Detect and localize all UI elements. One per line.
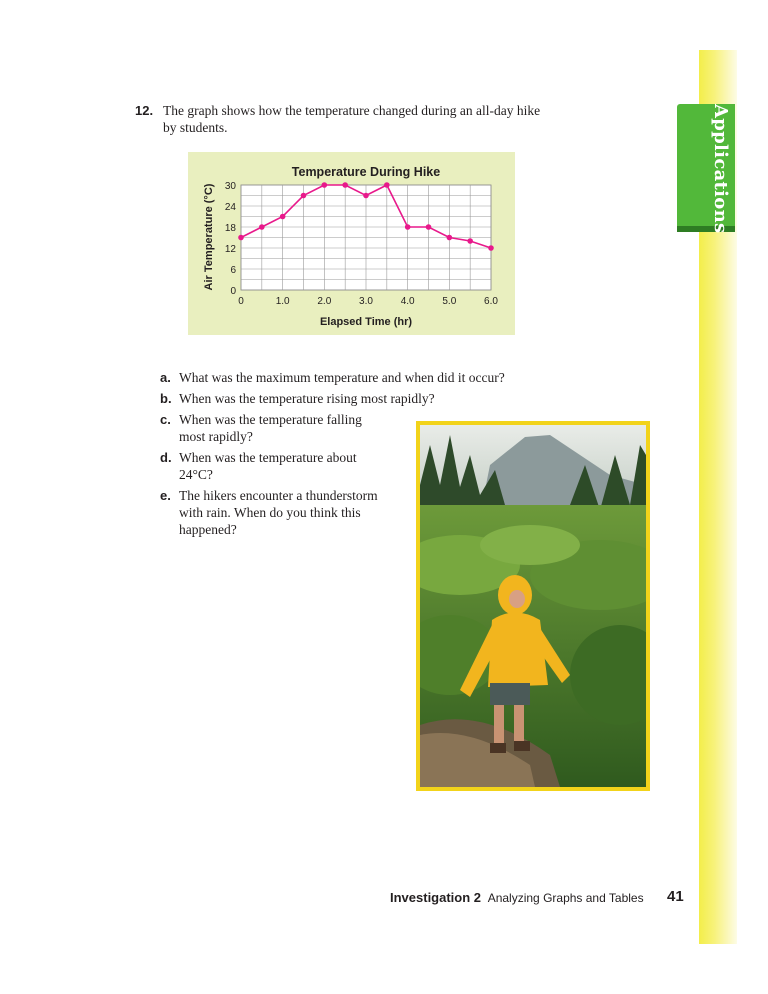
footer-title	[390, 890, 644, 905]
question-text-line: What was the maximum temperature and when did it occur?	[179, 370, 505, 385]
y-tick-label: 18	[224, 223, 236, 234]
x-tick-label: 6.0	[484, 296, 498, 307]
question-letter: b.	[160, 391, 172, 406]
problem-12	[135, 102, 575, 136]
question-d	[160, 449, 400, 483]
question-text-line: When was the temperature falling	[179, 412, 362, 427]
y-tick-label: 24	[224, 202, 236, 213]
section-tab-label: Applications	[710, 104, 731, 234]
question-e	[160, 487, 400, 538]
x-tick-label: 1.0	[275, 296, 290, 307]
question-b	[160, 390, 560, 407]
question-text-line: happened?	[179, 522, 237, 537]
x-tick-label: 3.0	[359, 296, 373, 307]
data-point	[384, 182, 390, 188]
data-point	[259, 224, 265, 230]
y-tick-label: 6	[230, 265, 236, 276]
data-point	[342, 182, 348, 188]
question-text-line: When was the temperature about	[179, 450, 357, 465]
question-letter: a.	[160, 370, 171, 385]
y-tick-label: 30	[224, 181, 236, 192]
data-point	[405, 224, 411, 230]
problem-number: 12.	[135, 103, 154, 118]
hiker-in-raincoat-photo	[416, 421, 650, 791]
question-text-line: When was the temperature rising most rapidly?	[179, 391, 435, 406]
data-point	[238, 235, 244, 241]
x-tick-label: 5.0	[442, 296, 457, 307]
question-a	[160, 369, 560, 386]
data-point	[467, 238, 473, 244]
question-text-line: with rain. When do you think this	[179, 505, 361, 520]
data-point	[488, 245, 494, 251]
temperature-chart	[188, 152, 515, 335]
problem-text-line2: by students.	[163, 120, 228, 135]
page-number: 41	[667, 888, 684, 905]
question-text-line: The hikers encounter a thunderstorm	[179, 488, 378, 503]
question-text-line: 24°C?	[179, 467, 213, 482]
data-point	[280, 214, 286, 220]
chart-svg	[188, 152, 515, 335]
data-point	[363, 193, 369, 199]
x-tick-label: 0	[238, 296, 244, 307]
photo-illustration	[420, 425, 646, 787]
question-text-line: most rapidly?	[179, 429, 253, 444]
footer-section-title: Analyzing Graphs and Tables	[487, 891, 644, 905]
x-tick-label: 2.0	[317, 296, 332, 307]
question-letter: c.	[160, 412, 171, 427]
chart-title: Temperature During Hike	[291, 165, 441, 179]
problem-text-line1: The graph shows how the temperature changed during an all-day hike	[163, 103, 541, 118]
data-point	[322, 182, 328, 188]
chart-y-axis-label: Air Temperature (°C)	[203, 183, 215, 291]
chart-x-axis-label: Elapsed Time (hr)	[319, 316, 413, 328]
data-point	[447, 235, 453, 241]
y-tick-label: 12	[224, 244, 236, 255]
question-letter: e.	[160, 488, 171, 503]
y-tick-label: 0	[230, 286, 236, 297]
data-point	[301, 193, 307, 199]
question-letter: d.	[160, 450, 172, 465]
question-c	[160, 411, 400, 445]
x-tick-label: 4.0	[400, 296, 415, 307]
footer-investigation: Investigation 2	[390, 890, 482, 905]
data-point	[426, 224, 432, 230]
